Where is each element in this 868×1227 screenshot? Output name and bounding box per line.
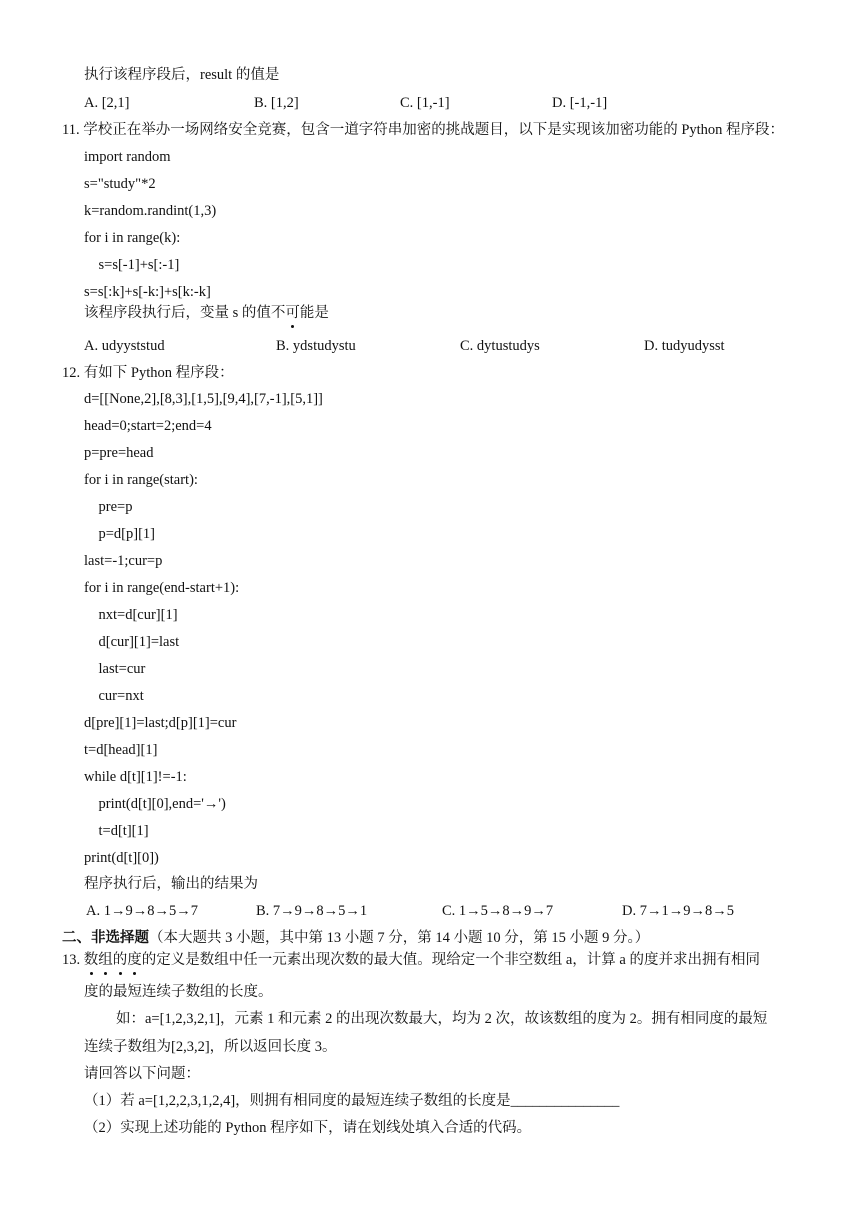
q13-answer-blank[interactable]: _______________ [510, 1093, 620, 1109]
q13-line1-rest: 的定义是数组中任一元素出现次数的最大值。现给定一个非空数组 a，计算 a 的度并求出拥有相同 [141, 952, 760, 968]
q11-question-prefix: 该程序段执行后，变量 s 的值 [84, 305, 271, 321]
q13-term: 数组的度 [83, 952, 142, 968]
q11-option-d: D. tudyudysst [644, 338, 725, 354]
q11-option-c: C. dytustudys [460, 338, 540, 354]
section-heading [62, 929, 649, 947]
q13-example-line1: 如：a=[1,2,3,2,1]，元素 1 和元素 2 的出现次数最大，均为 2 次，故该数组的度为 2。拥有相同度的最短 [116, 1011, 768, 1027]
q12-option-a: A. 1→9→8→5→7 [86, 903, 198, 919]
q13-sub2: （2）实现上述功能的 Python 程序如下，请在划线处填入合适的代码。 [84, 1120, 532, 1136]
q12-code-line: print(d[t][0],end='→') [84, 796, 226, 812]
q11-code-line: k=random.randint(1,3) [84, 203, 217, 219]
q11-stem: 11. 学校正在举办一场网络安全竞赛，包含一道字符串加密的挑战题目，以下是实现该加密功能的 Python 程序段： [62, 122, 785, 138]
section-title: 二、非选择题 [62, 930, 149, 946]
q11-code-line: s="study"*2 [84, 176, 156, 192]
q10-option-d: D. [-1,-1] [552, 95, 608, 111]
q10-option-a: A. [2,1] [84, 95, 130, 111]
q11-code-line: import random [84, 149, 171, 165]
q13-line1 [62, 951, 760, 969]
q13-sub1-text: （1）若 a=[1,2,2,3,1,2,4]，则拥有相同度的最短连续子数组的长度是 [84, 1093, 511, 1109]
q12-code-line: for i in range(start): [84, 472, 198, 488]
q12-code-line: t=d[head][1] [84, 742, 158, 758]
q11-question-suffix: 是 [314, 305, 329, 321]
q10-stem: 执行该程序段后，result 的值是 [84, 67, 280, 83]
q12-code-line: print(d[t][0]) [84, 850, 159, 866]
q11-code-line: s=s[:k]+s[-k:]+s[k:-k] [84, 284, 211, 300]
q12-code-line: t=d[t][1] [84, 823, 149, 839]
q12-code-line: d[cur][1]=last [84, 634, 180, 650]
q12-code-line: p=pre=head [84, 445, 154, 461]
q12-code-line: head=0;start=2;end=4 [84, 418, 212, 434]
q11-code-line: for i in range(k): [84, 230, 181, 246]
q10-option-b: B. [1,2] [254, 95, 299, 111]
q12-code-line: d[pre][1]=last;d[p][1]=cur [84, 715, 237, 731]
q12-stem: 12. 有如下 Python 程序段： [62, 365, 234, 381]
q12-code-line: last=-1;cur=p [84, 553, 163, 569]
q11-question [84, 304, 329, 322]
q13-line2: 度的最短连续子数组的长度。 [84, 984, 273, 1000]
q12-option-c: C. 1→5→8→9→7 [442, 903, 554, 919]
q13-number: 13. [62, 952, 84, 968]
q12-option-b: B. 7→9→8→5→1 [256, 903, 368, 919]
q12-code-line: p=d[p][1] [84, 526, 155, 542]
q12-code-line: pre=p [84, 499, 133, 515]
q12-code-line: cur=nxt [84, 688, 144, 704]
q12-option-d: D. 7→1→9→8→5 [622, 903, 734, 919]
q12-code-line: nxt=d[cur][1] [84, 607, 178, 623]
q10-option-c: C. [1,-1] [400, 95, 450, 111]
q12-code-line: d=[[None,2],[8,3],[1,5],[9,4],[7,-1],[5,1]] [84, 391, 323, 407]
q11-option-b: B. ydstudystu [276, 338, 356, 354]
q12-code-line: while d[t][1]!=-1: [84, 769, 187, 785]
q12-code-line: for i in range(end-start+1): [84, 580, 240, 596]
q12-code-line: last=cur [84, 661, 146, 677]
section-note: （本大题共 3 小题，其中第 13 小题 7 分，第 14 小题 10 分，第 15 小题 9 分。） [149, 930, 650, 946]
q11-code-line: s=s[-1]+s[:-1] [84, 257, 180, 273]
q13-prompt: 请回答以下问题： [84, 1066, 200, 1082]
q11-option-a: A. udyyststud [84, 338, 165, 354]
q12-question: 程序执行后，输出的结果为 [84, 876, 258, 892]
q11-question-emphasis: 不可能 [270, 305, 315, 321]
q13-sub1 [84, 1092, 619, 1110]
q13-example-line2: 连续子数组为[2,3,2]，所以返回长度 3。 [84, 1039, 337, 1055]
